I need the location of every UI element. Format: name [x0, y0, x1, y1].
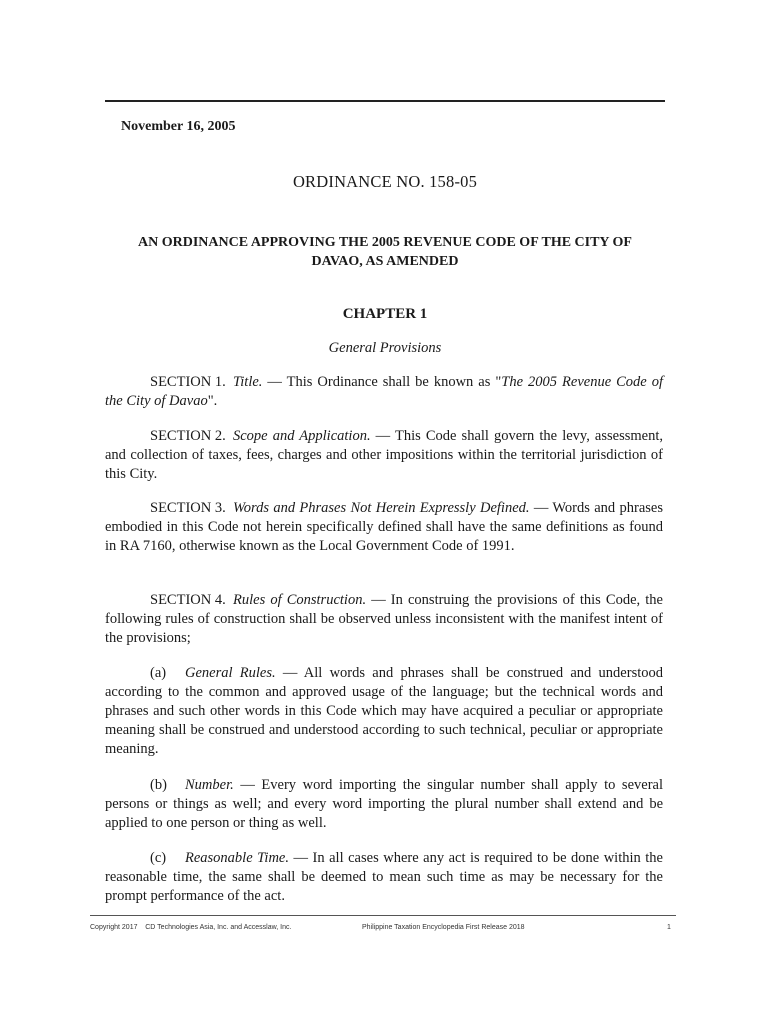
subsection-label: (a) — [150, 665, 167, 681]
subsection-label: (b) — [150, 777, 167, 793]
section-quoted-title: The 2005 Revenue Code of the City of Davao — [105, 374, 663, 409]
footer-release: Philippine Taxation Encyclopedia First Release 2018 — [362, 924, 525, 931]
subsection-heading: Number. — [185, 777, 234, 793]
ordinance-title-line2: DAVAO, AS AMENDED — [311, 254, 459, 269]
section-text: — Words and phrases embodied in this Code not herein specifically defined shall have the same definitions as found in RA 7160, otherwise known as the Local Government Code of 1991. — [105, 500, 663, 554]
section-heading: Words and Phrases Not Herein Expressly Defined. — [233, 500, 530, 516]
section-text: — This Code shall govern the levy, assessment, and collection of taxes, fees, charges and other impositions within the territorial jurisdiction of this City. — [105, 428, 663, 482]
ordinance-title — [105, 233, 665, 271]
section-heading: Rules of Construction. — [233, 592, 367, 608]
section-text-end: ". — [207, 393, 218, 409]
section-number: SECTION 4. — [150, 592, 226, 608]
document-date: November 16, 2005 — [121, 119, 236, 134]
chapter-subtitle: General Provisions — [328, 340, 442, 356]
section-heading: Title. — [233, 374, 263, 390]
section-2 — [105, 427, 663, 484]
subsection-a — [105, 664, 663, 759]
section-4 — [105, 591, 663, 648]
subsection-text: — In all cases where any act is required to be done within the reasonable time, the same shall be deemed to mean such time as may be necessary for the prompt performance of the act. — [105, 850, 663, 904]
section-1 — [105, 373, 663, 411]
top-divider — [105, 100, 665, 102]
chapter-heading: CHAPTER 1 — [342, 306, 428, 322]
section-number: SECTION 1. — [150, 374, 226, 390]
subsection-c — [105, 849, 663, 906]
subsection-text: — Every word importing the singular number shall apply to several persons or things as well; and every word importing the plural number shall extend and be applied to one person or thing as well. — [105, 777, 663, 831]
ordinance-number: ORDINANCE NO. 158-05 — [292, 172, 478, 191]
footer-copyright: Copyright 2017 CD Technologies Asia, Inc. and Accesslaw, Inc. — [90, 924, 292, 931]
subsection-heading: General Rules. — [185, 665, 276, 681]
subsection-text: — All words and phrases shall be construed and understood according to the common and approved usage of the language; but the technical words and phrases and such other words in this Code which may have acquired a peculiar or appropriate meaning shall be construed and understood according to such technical, peculiar or appropriate meaning. — [105, 665, 663, 757]
subsection-label: (c) — [150, 850, 167, 866]
section-heading: Scope and Application. — [233, 428, 371, 444]
footer-divider — [90, 915, 676, 916]
section-text: — This Ordinance shall be known as " — [262, 374, 502, 390]
section-number: SECTION 3. — [150, 500, 226, 516]
section-number: SECTION 2. — [150, 428, 226, 444]
ordinance-title-line1: AN ORDINANCE APPROVING THE 2005 REVENUE CODE OF THE CITY OF — [138, 235, 632, 250]
section-3 — [105, 499, 663, 556]
subsection-heading: Reasonable Time. — [185, 850, 289, 866]
section-text: — In construing the provisions of this Code, the following rules of construction shall be observed unless inconsistent with the manifest intent of the provisions; — [105, 592, 663, 646]
page-number: 1 — [667, 924, 671, 931]
subsection-b — [105, 776, 663, 833]
